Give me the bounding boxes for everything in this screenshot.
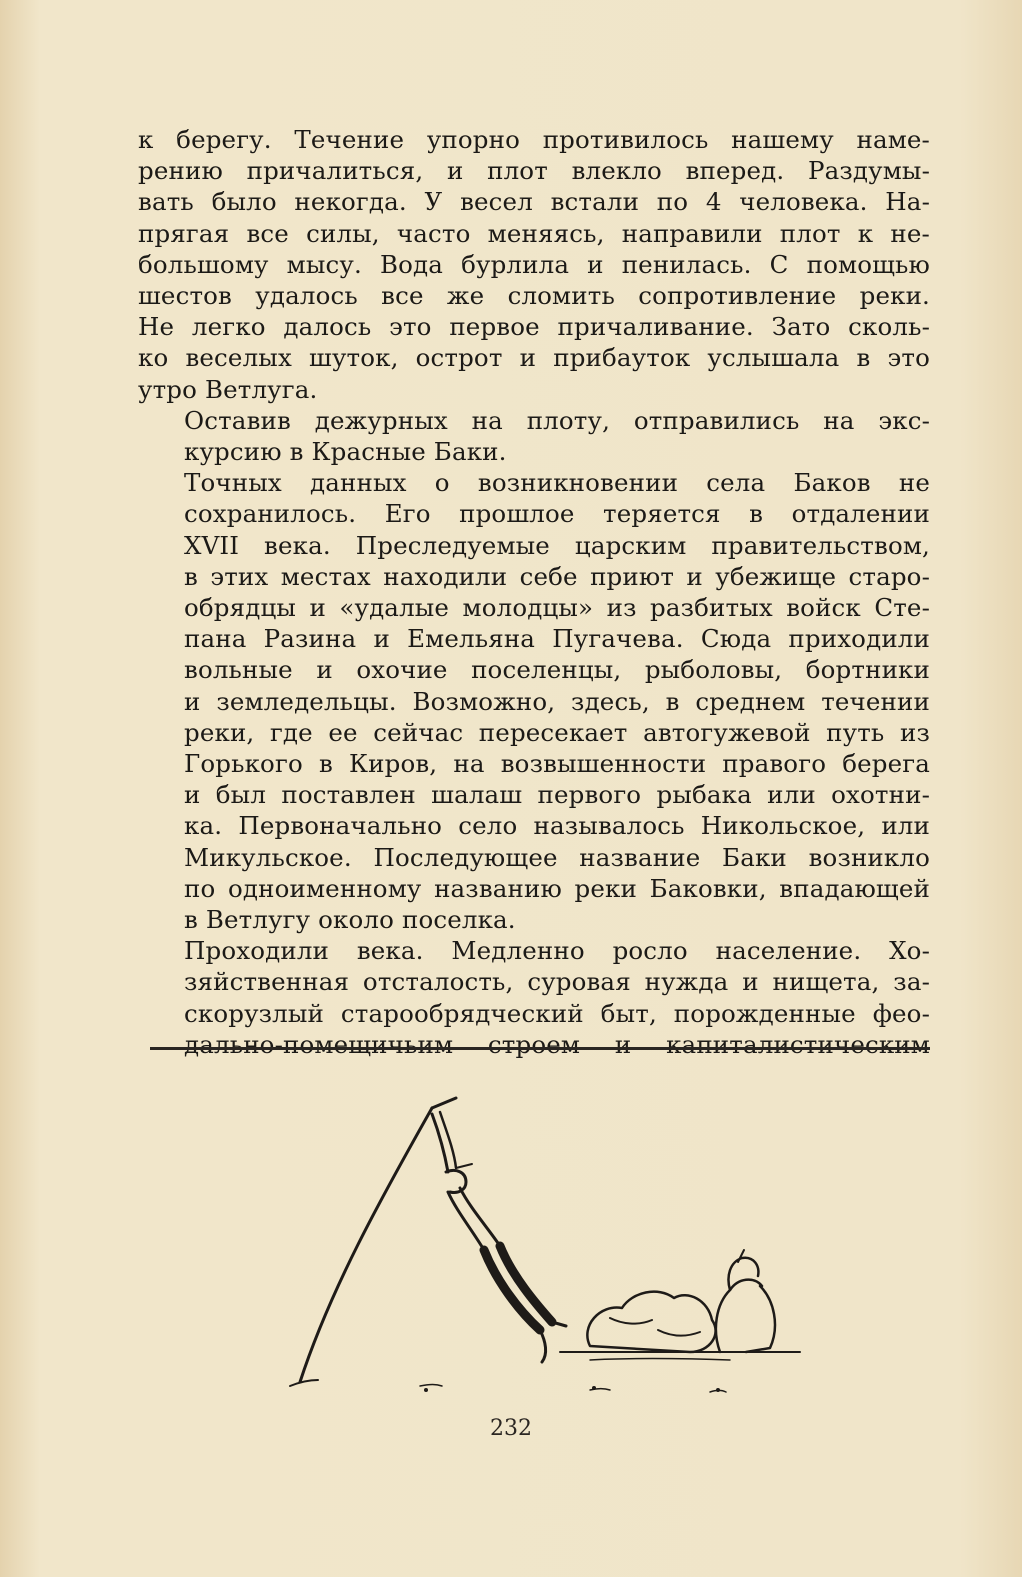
text-line: рению причалиться, и плот влекло вперед. Раздумы- — [138, 156, 930, 186]
text-line: Проходили века. Медленно росло население. Хо- — [184, 936, 930, 966]
text-line: Не легко далось это первое причаливание. Зато сколь- — [138, 312, 930, 342]
text-line: курсию в Красные Баки. — [184, 437, 507, 467]
text-line: ка. Первоначально село называлось Никольское, или — [184, 811, 930, 841]
text-line: и земледельцы. Возможно, здесь, в среднем течении — [184, 686, 930, 716]
text-line: ко веселых шуток, острот и прибауток услышала в это — [138, 343, 930, 373]
text-line: скорузлый старообрядческий быт, порожденные фео- — [184, 998, 930, 1028]
text-line: пана Разина и Емельяна Пугачева. Сюда приходили — [184, 624, 930, 654]
text-line: Горького в Киров, на возвышенности правого берега — [184, 749, 930, 779]
text-line: реки, где ее сейчас пересекает автогужевой путь из — [184, 717, 930, 747]
text-line: Точных данных о возникновении села Баков не — [184, 468, 930, 498]
page-number: 232 — [490, 1416, 532, 1441]
text-line: шестов удалось все же сломить сопротивление реки. — [138, 281, 930, 311]
text-line: в этих местах находили себе приют и убежище старо- — [184, 561, 930, 591]
paragraph — [138, 124, 930, 405]
text-line: и был поставлен шалаш первого рыбака или охотни- — [184, 780, 930, 810]
text-line: Оставив дежурных на плоту, отправились на экс- — [184, 405, 930, 435]
paragraph — [138, 467, 930, 935]
paragraph — [138, 405, 930, 467]
pole-vaulter-illustration-icon — [260, 1090, 820, 1410]
text-line: вольные и охочие поселенцы, рыболовы, бортники — [184, 655, 930, 685]
text-line: XVII века. Преследуемые царским правительством, — [184, 530, 930, 560]
text-line: обрядцы и «удалые молодцы» из разбитых войск Сте- — [184, 593, 930, 623]
text-line: Микульское. Последующее название Баки возникло — [184, 842, 930, 872]
paragraph — [138, 935, 930, 1060]
text-line: прягая все силы, часто меняясь, направили плот к не- — [138, 218, 930, 248]
text-line: большому мысу. Вода бурлила и пенилась. С помощью — [138, 249, 930, 279]
text-line: вать было некогда. У весел встали по 4 человека. На- — [138, 187, 930, 217]
divider-rule — [150, 1047, 930, 1050]
body-text — [138, 124, 930, 1060]
text-line: в Ветлугу около поселка. — [184, 905, 516, 935]
text-line: дально-помещичьим строем и капиталистическим — [184, 1029, 930, 1059]
text-line: сохранилось. Его прошлое теряется в отдалении — [184, 499, 930, 529]
text-line: по одноименному названию реки Баковки, впадающей — [184, 873, 930, 903]
text-line: зяйственная отсталость, суровая нужда и нищета, за- — [184, 967, 930, 997]
text-line: утро Ветлуга. — [138, 374, 318, 404]
text-line: к берегу. Течение упорно противилось нашему наме- — [138, 125, 930, 154]
